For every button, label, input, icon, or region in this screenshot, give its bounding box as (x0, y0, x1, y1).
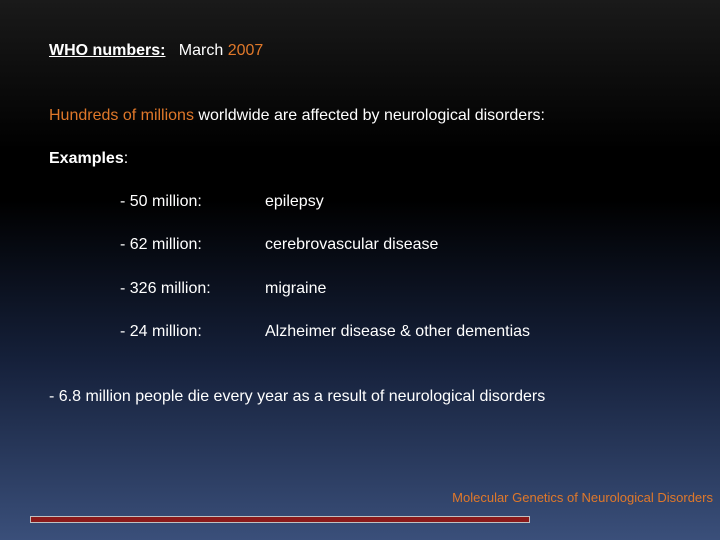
example-disease: epilepsy (265, 193, 324, 210)
example-disease: migraine (265, 280, 327, 297)
example-disease: cerebrovascular disease (265, 236, 439, 253)
example-amount: - 24 million: (120, 323, 202, 340)
intro-rest: worldwide are affected by neurological disorders: (198, 107, 545, 124)
example-amount: - 50 million: (120, 193, 202, 210)
footer-title: Molecular Genetics of Neurological Disorders (452, 490, 713, 505)
example-amount: - 62 million: (120, 236, 202, 253)
footer-bar (30, 516, 530, 523)
title-line (49, 42, 263, 60)
intro-line (49, 107, 545, 125)
title-label: WHO numbers: (49, 42, 166, 59)
examples-heading (49, 150, 128, 168)
example-disease: Alzheimer disease & other dementias (265, 323, 531, 340)
title-month: March (178, 42, 224, 59)
intro-highlight: Hundreds of millions (49, 107, 194, 124)
examples-label: Examples (49, 150, 124, 167)
example-amount: - 326 million: (120, 280, 211, 297)
examples-colon: : (123, 150, 129, 167)
title-year: 2007 (227, 42, 264, 59)
deaths-line: - 6.8 million people die every year as a result of neurological disorders (49, 388, 546, 405)
